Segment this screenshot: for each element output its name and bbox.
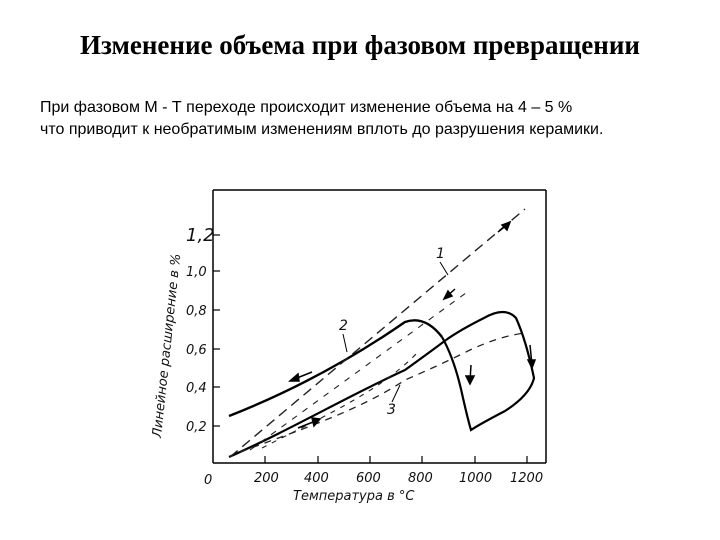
x-axis-label: Температура в °С bbox=[293, 489, 415, 504]
curve-label-1: 1 bbox=[436, 246, 445, 262]
curve-2-lower-line bbox=[229, 340, 446, 457]
x-tick-label: 0 bbox=[204, 473, 213, 488]
slide-title: Изменение объема при фазовом превращении bbox=[80, 30, 640, 60]
x-tick-label: 800 bbox=[408, 471, 433, 486]
transformation-loop bbox=[442, 312, 534, 430]
body-line-2: что приводит к необратимым изменениям вплоть до разрушения керамики. bbox=[40, 121, 604, 138]
arrows bbox=[290, 222, 535, 428]
body-text bbox=[40, 97, 710, 141]
curve-label-2: 2 bbox=[339, 318, 348, 334]
x-tick-label: 400 bbox=[304, 471, 329, 486]
y-tick-label: 1,2 bbox=[186, 225, 215, 246]
dilatometry-figure bbox=[140, 182, 580, 512]
y-tick-label: 0,6 bbox=[186, 343, 207, 358]
y-ticks bbox=[213, 235, 220, 426]
x-tick-label: 1000 bbox=[459, 471, 493, 486]
curve-label-2-leader bbox=[343, 334, 347, 352]
curve-1-dashed bbox=[230, 209, 525, 457]
curve-label-3: 3 bbox=[387, 402, 396, 418]
x-tick-label: 600 bbox=[356, 471, 381, 486]
y-axis-label: Линейное расширение в % bbox=[150, 252, 185, 439]
x-tick-label: 1200 bbox=[510, 471, 544, 486]
curve-label-3-leader bbox=[392, 385, 400, 402]
body-line-1: При фазовом М - Т переходе происходит изменение объема на 4 – 5 % bbox=[40, 99, 573, 116]
x-ticks bbox=[265, 456, 527, 463]
y-tick-label: 0,2 bbox=[186, 420, 207, 435]
y-tick-label: 0,4 bbox=[186, 381, 207, 396]
curve-1-dashed-parallel bbox=[250, 290, 470, 450]
y-tick-label: 1,0 bbox=[186, 265, 207, 280]
curve-label-1-leader bbox=[440, 262, 448, 275]
curve-3-dashed-inner bbox=[262, 352, 418, 448]
x-tick-label: 200 bbox=[254, 471, 279, 486]
y-tick-label: 0,8 bbox=[186, 304, 207, 319]
